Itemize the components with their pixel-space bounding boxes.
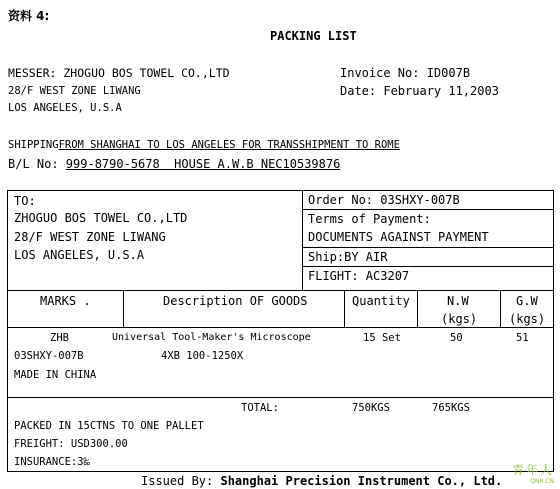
col-header-quantity: Quantity [352, 294, 410, 308]
invoice-date: Date: February 11,2003 [340, 84, 499, 98]
shipping-line [8, 140, 400, 151]
invoice-number: Invoice No: ID007B [340, 66, 471, 80]
messer-line1: MESSER: ZHOGUO BOS TOWEL CO.,LTD [8, 66, 230, 80]
doc-label: 资料 4: [8, 9, 50, 23]
to-line2: 28/F WEST ZONE LIWANG [14, 230, 166, 244]
bl-value: 999-8790-5678 HOUSE A.W.B NEC10539876 [65, 157, 341, 171]
divider-h-item [7, 397, 554, 398]
item-gw: 51 [516, 332, 529, 344]
messer-line3: LOS ANGELES, U.S.A [8, 102, 122, 114]
page-title: PACKING LIST [270, 29, 357, 43]
divider-v-qty [417, 290, 418, 327]
divider-v-desc [344, 290, 345, 327]
item-marks-2: 03SHXY-007B [14, 350, 84, 362]
bl-line [8, 158, 340, 170]
insurance-note: INSURANCE:3‰ [14, 456, 90, 468]
order-number: Order No: 03SHXY-007B [308, 193, 460, 207]
item-nw: 50 [450, 332, 463, 344]
item-marks-1: ZHB [50, 332, 69, 344]
col-header-nw: N.W [447, 294, 469, 308]
flight-number: FLIGHT: AC3207 [308, 269, 410, 283]
watermark-sub: QNR.CN [530, 478, 554, 485]
shipping-route: FROM SHANGHAI TO LOS ANGELES FOR TRANSSHIPMENT TO ROME [58, 139, 400, 151]
issued-company: Shanghai Precision Instrument Co., Ltd. [220, 474, 503, 488]
col-header-nw-unit: (kgs) [441, 312, 478, 326]
col-header-description: Description OF GOODS [163, 294, 308, 308]
freight-note: FREIGHT: USD300.00 [14, 438, 128, 450]
total-nw: 750KGS [352, 402, 390, 414]
divider-h-header [7, 327, 554, 328]
divider-v-top [302, 190, 303, 290]
divider-v-nw [500, 290, 501, 327]
shipping-prefix: SHIPPING [8, 139, 59, 151]
divider-h-ship [302, 266, 554, 267]
divider-h-columns [7, 290, 554, 291]
to-line1: ZHOGUO BOS TOWEL CO.,LTD [14, 211, 188, 225]
bl-prefix: B/L No: [8, 157, 66, 171]
packing-note: PACKED IN 15CTNS TO ONE PALLET [14, 420, 204, 432]
item-quantity: 15 Set [363, 332, 401, 344]
total-gw: 765KGS [432, 402, 470, 414]
terms-label: Terms of Payment: [308, 212, 431, 226]
terms-value: DOCUMENTS AGAINST PAYMENT [308, 230, 489, 244]
item-model: 4XB 100-1250X [161, 350, 244, 362]
to-line3: LOS ANGELES, U.S.A [14, 248, 145, 262]
total-label: TOTAL: [241, 402, 279, 414]
divider-h-terms [302, 247, 554, 248]
issued-prefix: Issued By: [141, 474, 221, 488]
issued-by [141, 475, 502, 487]
divider-h-order [302, 209, 554, 210]
item-description: Universal Tool-Maker's Microscope [112, 332, 311, 343]
watermark-logo [512, 461, 554, 485]
col-header-gw-unit: (kgs) [509, 312, 546, 326]
watermark-main: 青年人 [511, 463, 554, 477]
divider-v-marks [123, 290, 124, 327]
item-marks-3: MADE IN CHINA [14, 369, 97, 381]
col-header-gw: G.W [516, 294, 538, 308]
col-header-marks: MARKS . [40, 294, 91, 308]
messer-line2: 28/F WEST ZONE LIWANG [8, 85, 141, 97]
ship-method: Ship:BY AIR [308, 250, 388, 264]
to-label: TO: [14, 194, 36, 208]
